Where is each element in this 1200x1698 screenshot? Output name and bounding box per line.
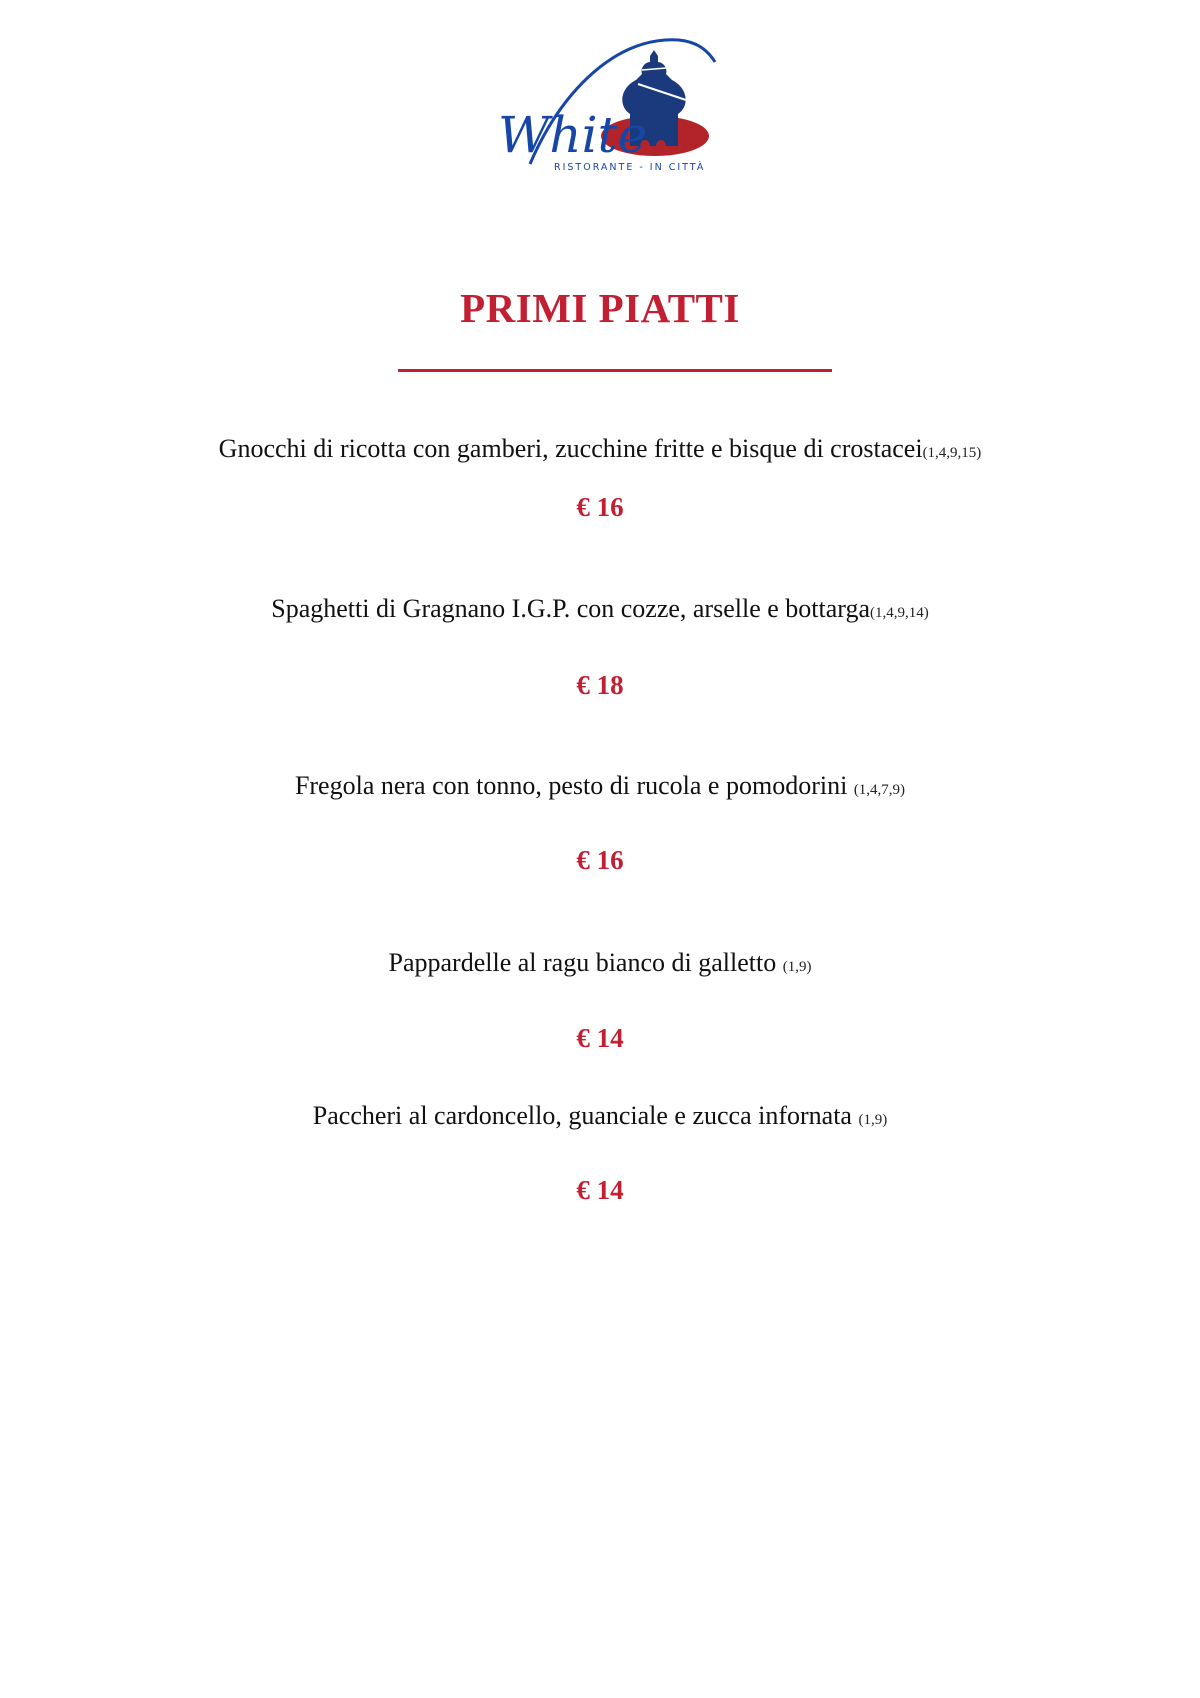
- section-title: PRIMI PIATTI: [460, 285, 740, 331]
- dish-name: Pappardelle al ragu bianco di galletto: [388, 948, 783, 977]
- dish-price: € 16: [576, 845, 624, 875]
- menu-item: [0, 594, 1200, 624]
- title-divider: [398, 369, 832, 372]
- dish-price: € 16: [576, 492, 624, 522]
- restaurant-logo: [490, 34, 720, 184]
- dish-name: Gnocchi di ricotta con gamberi, zucchine fritte e bisque di crostacei: [218, 434, 923, 463]
- allergens: (1,4,9,15): [922, 445, 982, 461]
- dish-price: € 18: [576, 670, 624, 700]
- dish-price: € 14: [576, 1023, 624, 1053]
- allergens: (1,9): [858, 1112, 888, 1128]
- dish-name: Fregola nera con tonno, pesto di rucola e pomodorini: [294, 771, 854, 800]
- dish-name: Paccheri al cardoncello, guanciale e zucca infornata: [312, 1101, 859, 1130]
- logo-tagline: RISTORANTE - IN CITTÀ: [554, 162, 706, 173]
- menu-item: [0, 1101, 1200, 1131]
- allergens: (1,9): [782, 959, 812, 975]
- dish-price: € 14: [576, 1175, 624, 1205]
- menu-item: [0, 771, 1200, 801]
- menu-item: [0, 434, 1200, 464]
- dish-name: Spaghetti di Gragnano I.G.P. con cozze, arselle e bottarga: [271, 594, 870, 623]
- allergens: (1,4,9,14): [870, 605, 929, 621]
- menu-item: [0, 948, 1200, 978]
- allergens: (1,4,7,9): [853, 782, 906, 798]
- logo-wordmark: White: [498, 106, 648, 164]
